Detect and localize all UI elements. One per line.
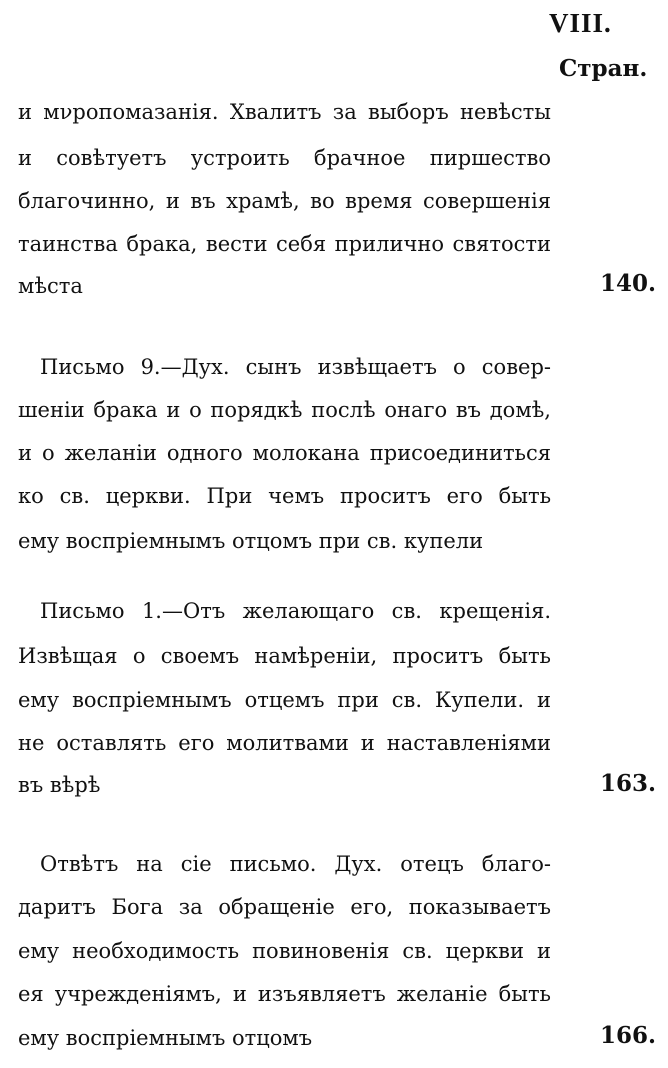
entry-4-page-number: 166. xyxy=(600,1022,657,1049)
entry-4-line-4: ея учрежденіямъ, и изъявляетъ желаніе быть xyxy=(18,982,551,1006)
entry-3-line-1: Письмо 1.—Отъ желающаго св. крещенія. xyxy=(40,599,551,623)
entry-3-page-number: 163. xyxy=(600,770,657,797)
page-column-label: Стран. xyxy=(559,55,648,82)
entry-3-line-5: въ вѣрѣ xyxy=(18,773,101,797)
entry-3-line-2: Извѣщая о своемъ намѣреніи, проситъ быть xyxy=(18,644,551,668)
entry-1-line-5: мѣста xyxy=(18,274,83,298)
entry-2-line-3: и о желаніи одного молокана присоединиться xyxy=(18,441,551,465)
entry-3-line-3: ему воспріемнымъ отцемъ при св. Купели. и xyxy=(18,688,551,712)
entry-1-page-number: 140. xyxy=(600,270,657,297)
entry-2-line-2: шеніи брака и о порядкѣ послѣ онаго въ домѣ, xyxy=(18,398,551,422)
entry-2-line-4: ко св. церкви. При чемъ проситъ его быть xyxy=(18,484,551,508)
entry-4-line-2: даритъ Бога за обращеніе его, показываетъ xyxy=(18,895,551,919)
entry-1-line-2: и совѣтуетъ устроить брачное пиршество xyxy=(18,146,551,170)
entry-1-line-4: таинства брака, вести себя прилично святости xyxy=(18,232,551,256)
entry-2-line-1: Письмо 9.—Дух. сынъ извѣщаетъ о совер- xyxy=(40,355,551,379)
entry-4-line-5: ему воспріемнымъ отцомъ xyxy=(18,1026,313,1050)
entry-3-line-4: не оставлять его молитвами и наставленіями xyxy=(18,731,551,755)
entry-1-line-1: и мνропомазанія. Хвалитъ за выборъ невѣсты xyxy=(18,100,551,124)
page-header-number: VIII. xyxy=(549,8,612,38)
entry-4-line-1: Отвѣтъ на сіе письмо. Дух. отецъ благо- xyxy=(40,852,551,876)
entry-2-line-5: ему воспріемнымъ отцомъ при св. купели xyxy=(18,529,484,553)
entry-4-line-3: ему необходимость повиновенія св. церкви и xyxy=(18,939,551,963)
entry-1-line-3: благочинно, и въ храмѣ, во время совершенія xyxy=(18,189,551,213)
